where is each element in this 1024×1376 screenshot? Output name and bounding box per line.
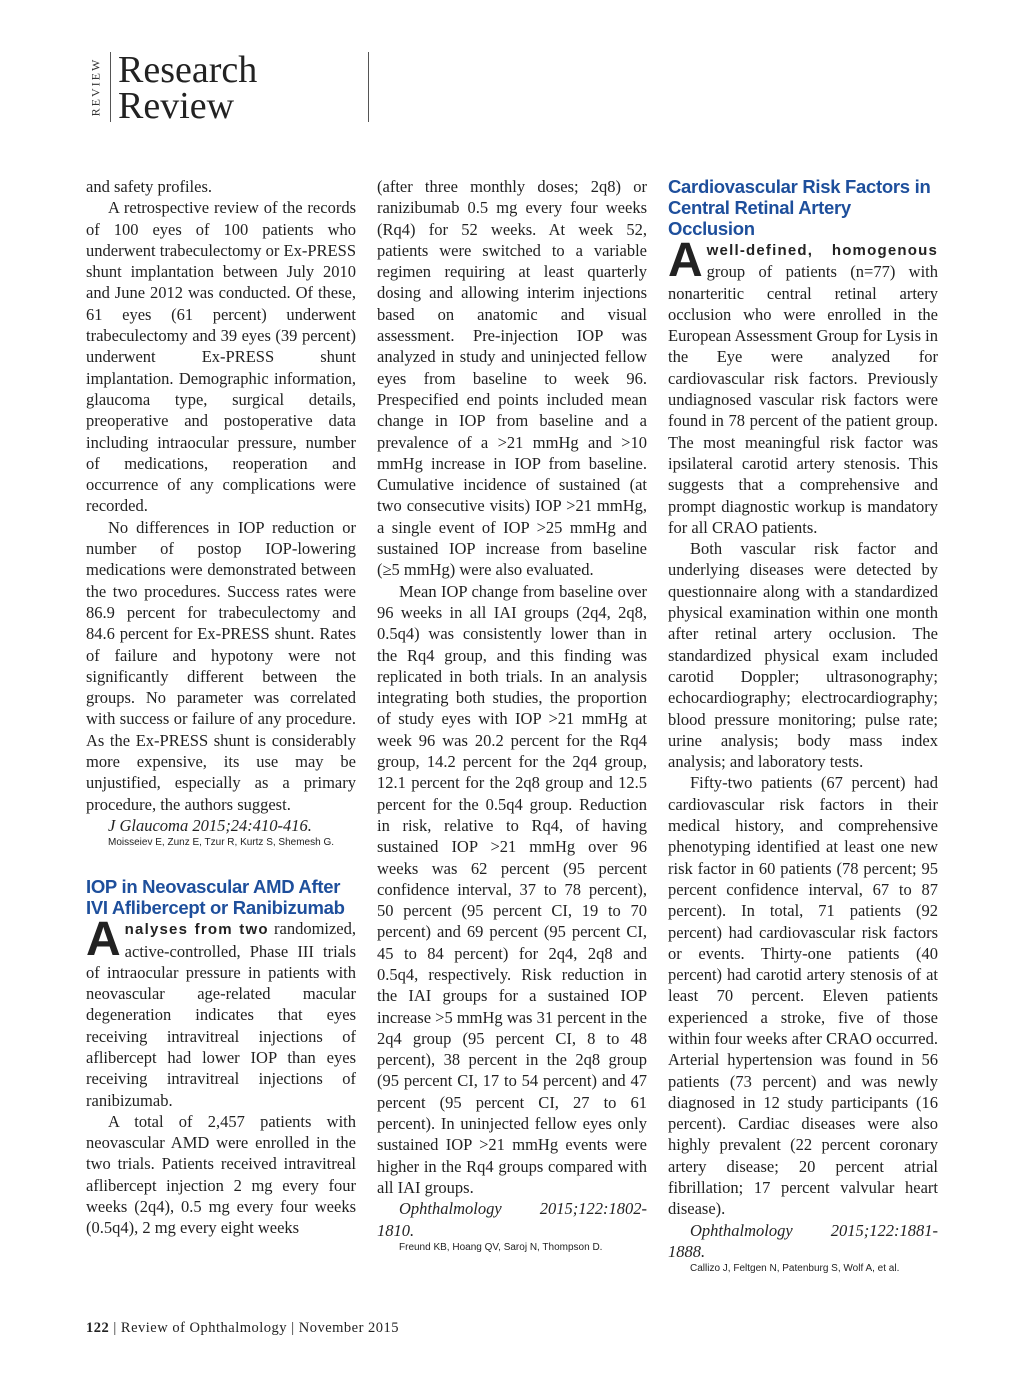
section-title-line2: Review [118, 85, 235, 127]
header-divider-right [368, 52, 369, 122]
section-title [118, 49, 258, 127]
paragraph: Both vascular risk factor and underlying diseases were detected by questionnaire along with a standardized physical examination within one month after retinal artery occlusion. The standardized physical exam included carotid Doppler; ultrasonography; echocardiography; electrocardiography; blood pressure monitoring; pulse rate; urine analysis; body mass index analysis; and laboratory tests. [668, 539, 938, 772]
article3-heading: Cardiovascular Risk Factors in Central Retinal Artery Occlusion [668, 176, 931, 239]
article3-lead-in: well-defined, homogenous [706, 242, 938, 259]
vertical-tag-text: REVIEW [88, 57, 103, 117]
page-footer [86, 1320, 399, 1337]
article3-drop-cap: A [668, 234, 703, 287]
paragraph: A retrospective review of the records of 100 eyes of 100 patients who underwent trabeculectomy or Ex-PRESS shunt implantation between July 2010 and June 2012 was conducted. Of these, 61 eyes (61 percent) underwent trabeculectomy and 39 eyes (39 percent) underwent Ex-PRESS shunt implantation. Demographic information, glaucoma type, surgical details, preoperative and postoperative data including intraocular pressure, number of medications, reoperation and occurrence of any complications were recorded. [86, 198, 356, 516]
publication-name: Review of Ophthalmology [120, 1320, 288, 1336]
article2-lead-paragraph [86, 913, 357, 1111]
article3-authors: Callizo J, Feltgen N, Patenburg S, Wolf A, et al. [690, 1263, 900, 1275]
article3-lead-paragraph [668, 234, 938, 538]
header-divider-left [110, 52, 111, 122]
article2-drop-cap: A [86, 913, 121, 967]
column-1 [86, 176, 356, 1239]
article1-authors: Moisseiev E, Zunz E, Tzur R, Kurtz S, Shemesh G. [108, 837, 335, 849]
article3-citation: Ophthalmology 2015;122:1881-1888. [668, 1220, 938, 1261]
paragraph-continued: (after three monthly doses; 2q8) or ranizibumab 0.5 mg every four weeks (Rq4) for 52 weeks. At week 52, patients were switched to a variable regimen requiring at least quarterly dosing and allowing interim injections based on anatomic and visual assessment. Pre-injection IOP was analyzed in study and uninjected fellow eyes from baseline to week 96. Prespecified end points included mean change in IOP from baseline and a prevalence of a >21 mmHg and >10 mmHg increase in IOP from baseline. Cumulative incidence of sustained (at two consecutive visits) IOP >21 mmHg, a single event of IOP >25 mmHg and sustained IOP increase from baseline (≥5 mmHg) were also evaluated. [377, 177, 647, 580]
paragraph: Mean IOP change from baseline over 96 weeks in all IAI groups (2q4, 2q8, 0.5q4) was consistently lower than in the Rq4 group, and this finding was replicated in both trials. In an analysis integrating both studies, the proportion of study eyes with IOP >21 mmHg at week 96 was 20.2 percent for the Rq4 group, 14.2 percent for the 2q4 group, 12.1 percent for the 2q8 group and 12.5 percent for the 0.5q4 group. Reduction in risk, relative to Rq4, of having sustained IOP >21 mmHg over 96 weeks was 62 percent (95 percent confidence interval, 37 to 78 percent), 50 percent (95 percent CI, 19 to 70 percent) and 69 percent (95 percent CI, 45 to 84 percent) for 2q4, 2q8 and 0.5q4, respectively. Risk reduction in the IAI groups for a sustained IOP increase >5 mmHg was 31 percent in the 2q4 group (95 percent CI, 8 to 48 percent), 38 percent in the 2q8 group (95 percent CI, 17 to 54 percent) and 47 percent (95 percent CI, 27 to 61 percent). In uninjected fellow eyes only sustained IOP >21 mmHg events were higher in the Rq4 groups compared with all IAI groups. [377, 581, 648, 1197]
article2-authors: Freund KB, Hoang QV, Saroj N, Thompson D. [399, 1241, 603, 1253]
paragraph: No differences in IOP reduction or number of postop IOP-lowering medications were demonstrated between the two procedures. Success rates were 86.9 percent for trabeculectomy and 84.6 percent for Ex-PRESS shunt. Rates of failure and hypotony were not significantly different between the groups. No parameter was correlated with success or failure of any procedure. As the Ex-PRESS shunt is considerably more expensive, its use may be unjustified, especially as a primary procedure, the authors suggest. [86, 517, 356, 814]
paragraph: Fifty-two patients (67 percent) had cardiovascular risk factors in their medical history, and comprehensive phenotyping identified at least one new risk factor in 60 patients (78 percent; 95 percent confidence interval, 67 to 87 percent). In total, 71 patients (92 percent) had cardiovascular risk factors or events. Thirty-one patients (40 percent) had carotid artery stenosis of at least 70 percent. Eleven patients experienced a stroke, five of those within four weeks after CRAO occurred. Arterial hypertension was found in 56 patients (73 percent) and was newly diagnosed in 12 study participants (16 percent). Cardiac diseases were also highly prevalent (22 percent coronary artery disease; 20 percent atrial fibrillation; 17 percent valvular heart disease). [668, 773, 938, 1219]
section-vertical-tag [86, 54, 106, 120]
column-3 [668, 176, 938, 1276]
footer-separator: | [291, 1320, 295, 1336]
paragraph: A total of 2,457 patients with neovascular AMD were enrolled in the two trials. Patients received intravitreal aflibercept injection 2 mg every four weeks (2q4), 0.5 mg every four weeks (0.5q4), 2 mg every eight weeks [86, 1111, 356, 1238]
section-title-line1: Research [118, 49, 258, 91]
article2-lead-rest: randomized, active-controlled, Phase III trials of intraocular pressure in patients with neovascular age-related macular degeneration indicates that eyes receiving intravitreal injections of aflibercept had lower IOP than eyes receiving intravitreal injections of ranibizumab. [86, 919, 357, 1110]
article1-citation: J Glaucoma 2015;24:410-416. [108, 815, 312, 835]
footer-separator: | [113, 1320, 117, 1336]
page-number: 122 [86, 1320, 110, 1336]
article2-heading: IOP in Neovascular AMD After IVI Aflibercept or Ranibizumab [86, 876, 345, 919]
column-2 [377, 176, 647, 1255]
article2-lead-in: nalyses from two [124, 921, 269, 939]
article3-lead-rest: group of patients (n=77) with nonarteritic central retinal artery occlusion who were enrolled in the European Assessment Group for Lysis in the Eye were analyzed for cardiovascular risk factors. Previously undiagnosed vascular risk factors were found in 78 percent of the patient group. The most meaningful risk factor was ipsilateral carotid artery stenosis. This suggests that a comprehensive and prompt diagnostic workup is mandatory for all CRAO patients. [668, 262, 938, 537]
paragraph-continued: and safety profiles. [86, 177, 212, 196]
article2-citation: Ophthalmology 2015;122:1802-1810. [377, 1199, 647, 1240]
issue-date: November 2015 [298, 1320, 400, 1336]
